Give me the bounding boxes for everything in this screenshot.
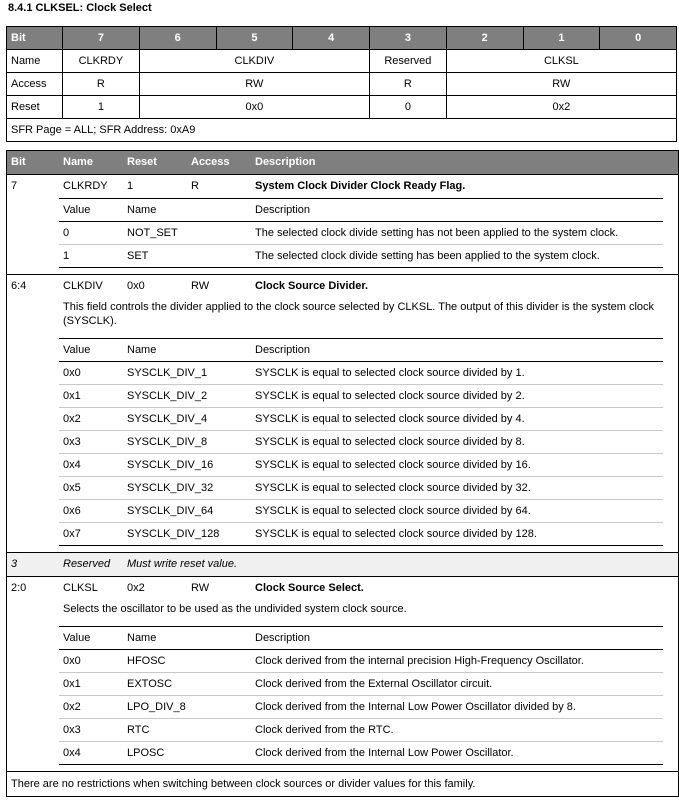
field-name-clkdiv: CLKDIV — [139, 50, 369, 73]
header-name: Name — [63, 156, 93, 168]
value-code: 0 — [63, 227, 70, 239]
value-row — [59, 718, 663, 741]
sub-header-description: Description — [255, 344, 311, 356]
field-description-table — [6, 150, 679, 797]
bit-2: 2 — [446, 27, 523, 50]
value-code: 0x3 — [63, 436, 81, 448]
bit-1: 1 — [523, 27, 600, 50]
field-access-clkdiv: RW — [139, 73, 369, 96]
value-row — [59, 741, 663, 764]
field-paragraph: This field controls the divider applied to the clock source selected by CLKSL. The output of this divider is the system clock (SYSCLK). — [63, 301, 655, 327]
bit-label: Bit — [7, 27, 63, 50]
value-description: SYSCLK is equal to selected clock source divided by 16. — [255, 459, 531, 471]
field-access-clksl: RW — [446, 73, 676, 96]
value-name: SYSCLK_DIV_64 — [127, 505, 214, 517]
register-bit-table — [6, 26, 677, 142]
value-description: SYSCLK is equal to selected clock source divided by 32. — [255, 482, 531, 494]
value-row — [59, 244, 663, 267]
field-access-clkrdy: R — [63, 73, 140, 96]
value-name: EXTOSC — [127, 678, 173, 690]
value-table-header — [59, 199, 663, 222]
field-description: Must write reset value. — [127, 558, 238, 570]
value-code: 1 — [63, 250, 70, 262]
value-code: 0x0 — [63, 655, 81, 667]
field-name: CLKDIV — [63, 280, 103, 292]
value-row — [59, 222, 663, 244]
field-access: RW — [191, 280, 210, 292]
value-code: 0x7 — [63, 528, 81, 540]
field-name: CLKSL — [63, 582, 98, 594]
field-section-clksl — [7, 577, 678, 772]
sfr-info: SFR Page = ALL; SFR Address: 0xA9 — [7, 119, 677, 142]
field-bit: 7 — [11, 180, 18, 192]
field-reset: 1 — [127, 180, 134, 192]
header-access: Access — [191, 156, 230, 168]
value-description: Clock derived from the RTC. — [255, 724, 394, 736]
field-reset: 0x0 — [127, 280, 145, 292]
value-description: Clock derived from the Internal Low Power Oscillator. — [255, 747, 514, 759]
value-row — [59, 499, 663, 522]
value-row — [59, 522, 663, 545]
value-code: 0x4 — [63, 459, 81, 471]
value-row — [59, 407, 663, 430]
value-description: The selected clock divide setting has not been applied to the system clock. — [255, 227, 619, 239]
field-title: System Clock Divider Clock Ready Flag. — [255, 180, 466, 192]
value-name: NOT_SET — [127, 227, 178, 239]
sub-header-value: Value — [63, 344, 91, 356]
field-title: Clock Source Divider. — [255, 280, 369, 292]
field-reset-reserved: 0 — [370, 96, 447, 119]
reset-row — [7, 96, 677, 119]
sub-header-value: Value — [63, 204, 91, 216]
value-row — [59, 453, 663, 476]
value-description: SYSCLK is equal to selected clock source divided by 1. — [255, 367, 525, 379]
field-section-reserved — [7, 553, 678, 577]
field-name-clksl: CLKSL — [446, 50, 676, 73]
value-name: LPOSC — [127, 747, 165, 759]
sub-header-name: Name — [127, 344, 157, 356]
value-row — [59, 650, 663, 672]
field-name: Reserved — [63, 558, 111, 570]
footer-note: There are no restrictions when switching between clock sources or divider values for this family. — [11, 778, 476, 790]
value-description: SYSCLK is equal to selected clock source divided by 4. — [255, 413, 525, 425]
header-reset: Reset — [127, 156, 157, 168]
reset-label: Reset — [7, 96, 63, 119]
sfr-row — [7, 119, 677, 142]
value-description: SYSCLK is equal to selected clock source divided by 64. — [255, 505, 531, 517]
sub-header-value: Value — [63, 632, 91, 644]
field-table-header — [7, 151, 678, 175]
value-table — [59, 338, 663, 546]
value-code: 0x4 — [63, 747, 81, 759]
field-reset-clkdiv: 0x0 — [139, 96, 369, 119]
bit-6: 6 — [139, 27, 216, 50]
value-row — [59, 695, 663, 718]
name-row — [7, 50, 677, 73]
field-reset: 0x2 — [127, 582, 145, 594]
sub-header-description: Description — [255, 632, 311, 644]
value-table-header — [59, 627, 663, 650]
value-description: SYSCLK is equal to selected clock source divided by 8. — [255, 436, 525, 448]
header-bit: Bit — [11, 156, 26, 168]
field-section-clkrdy — [7, 175, 678, 275]
field-reset-clkrdy: 1 — [63, 96, 140, 119]
value-code: 0x3 — [63, 724, 81, 736]
bit-7: 7 — [63, 27, 140, 50]
value-name: SYSCLK_DIV_2 — [127, 390, 208, 402]
value-code: 0x0 — [63, 367, 81, 379]
value-table — [59, 198, 663, 268]
sub-header-name: Name — [127, 632, 157, 644]
value-name: SYSCLK_DIV_16 — [127, 459, 214, 471]
field-reset-clksl: 0x2 — [446, 96, 676, 119]
field-section-clkdiv — [7, 275, 678, 553]
value-name: SYSCLK_DIV_128 — [127, 528, 220, 540]
value-code: 0x1 — [63, 678, 81, 690]
value-description: Clock derived from the Internal Low Power Oscillator divided by 8. — [255, 701, 576, 713]
section-title: 8.4.1 CLKSEL: Clock Select — [8, 2, 152, 14]
value-row — [59, 430, 663, 453]
value-code: 0x1 — [63, 390, 81, 402]
value-table-header — [59, 339, 663, 362]
field-name: CLKRDY — [63, 180, 108, 192]
value-row — [59, 384, 663, 407]
value-row — [59, 362, 663, 384]
value-table — [59, 626, 663, 765]
field-name-reserved: Reserved — [370, 50, 447, 73]
value-name: SYSCLK_DIV_4 — [127, 413, 208, 425]
field-access: RW — [191, 582, 210, 594]
value-name: SET — [127, 250, 149, 262]
value-code: 0x6 — [63, 505, 81, 517]
value-name: LPO_DIV_8 — [127, 701, 186, 713]
field-access: R — [191, 180, 199, 192]
field-access-reserved: R — [370, 73, 447, 96]
value-row — [59, 672, 663, 695]
field-title: Clock Source Select. — [255, 582, 364, 594]
value-row — [59, 476, 663, 499]
field-bit: 3 — [11, 558, 18, 570]
header-description: Description — [255, 156, 316, 168]
field-bit: 6:4 — [11, 280, 27, 292]
access-label: Access — [7, 73, 63, 96]
field-paragraph: Selects the oscillator to be used as the undivided system clock source. — [63, 603, 407, 615]
bit-0: 0 — [600, 27, 677, 50]
access-row — [7, 73, 677, 96]
value-description: Clock derived from the External Oscillator circuit. — [255, 678, 493, 690]
value-description: SYSCLK is equal to selected clock source divided by 2. — [255, 390, 525, 402]
field-name-clkrdy: CLKRDY — [63, 50, 140, 73]
value-name: SYSCLK_DIV_32 — [127, 482, 214, 494]
value-name: SYSCLK_DIV_8 — [127, 436, 208, 448]
value-name: RTC — [127, 724, 150, 736]
bit-4: 4 — [293, 27, 370, 50]
value-code: 0x2 — [63, 701, 81, 713]
value-description: The selected clock divide setting has been applied to the system clock. — [255, 250, 600, 262]
value-name: HFOSC — [127, 655, 166, 667]
sub-header-name: Name — [127, 204, 157, 216]
value-description: SYSCLK is equal to selected clock source divided by 128. — [255, 528, 537, 540]
field-bit: 2:0 — [11, 582, 27, 594]
value-name: SYSCLK_DIV_1 — [127, 367, 208, 379]
value-code: 0x5 — [63, 482, 81, 494]
value-description: Clock derived from the internal precision High-Frequency Oscillator. — [255, 655, 584, 667]
bit-3: 3 — [370, 27, 447, 50]
name-label: Name — [7, 50, 63, 73]
sub-header-description: Description — [255, 204, 311, 216]
bit-5: 5 — [216, 27, 293, 50]
value-code: 0x2 — [63, 413, 81, 425]
bit-row — [7, 27, 677, 50]
